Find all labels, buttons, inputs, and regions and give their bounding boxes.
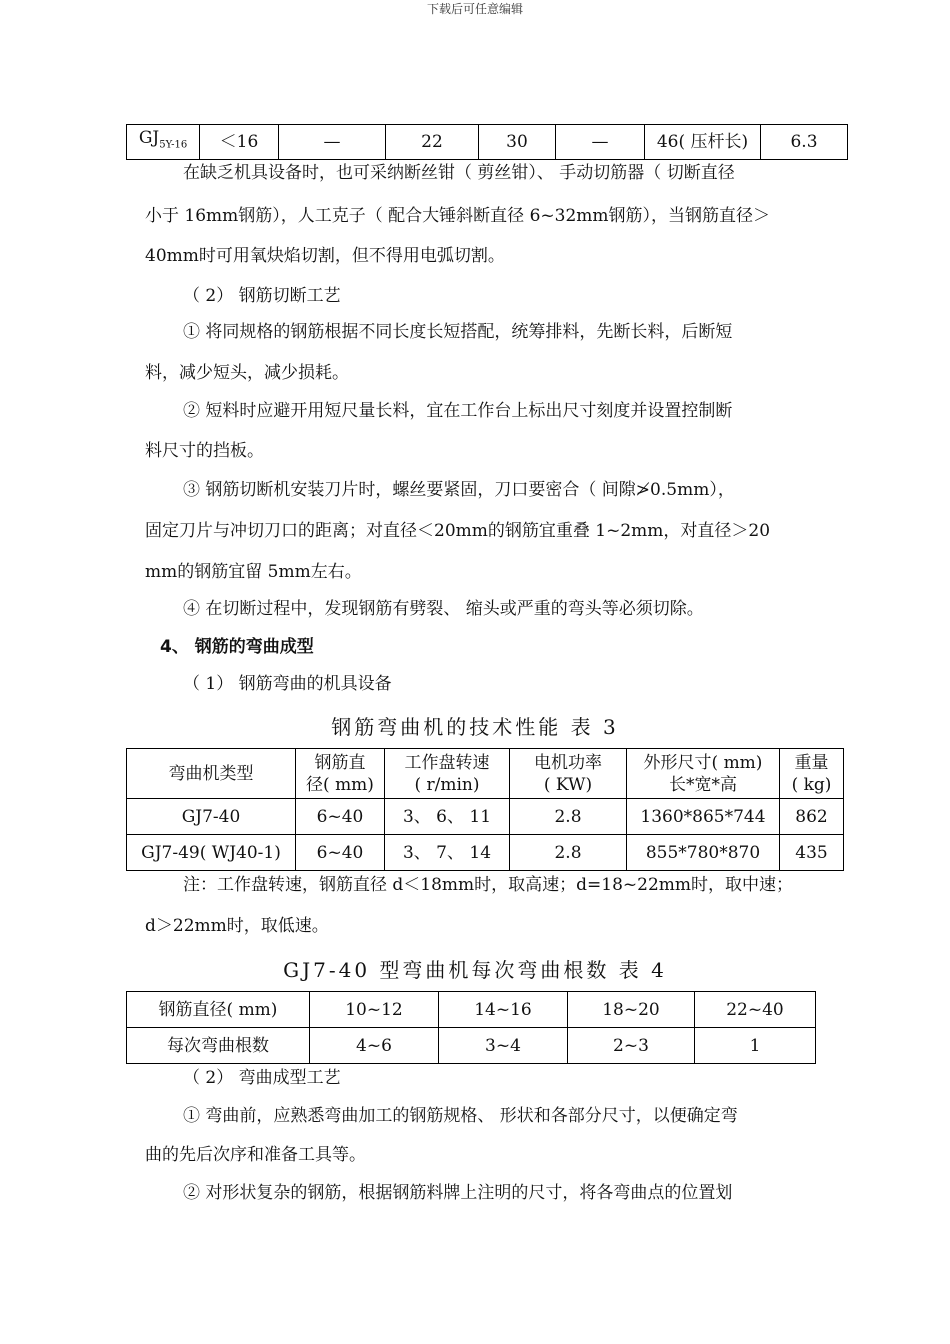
header-text: 外形尺寸( mm) 长*宽*高 <box>643 752 763 795</box>
table-cell: 435 <box>780 835 844 871</box>
table-cell: GJ7-40 <box>127 799 296 835</box>
table4-caption: GJ7-40 型弯曲机每次弯曲根数 表 4 <box>283 958 667 982</box>
note-line: 注：工作盘转速，钢筋直径 d＜18mm时，取高速；d=18~22mm时，取中速； <box>183 875 794 895</box>
table-row <box>127 835 844 871</box>
table-cell: — <box>279 125 386 160</box>
table4 <box>126 991 816 1064</box>
header-text: 弯曲机类型 <box>168 763 254 784</box>
table-header-cell: 22~40 <box>695 992 816 1028</box>
paragraph-line: ① 将同规格的钢筋根据不同长度长短搭配，统筹排料，先断长料，后断短 <box>183 322 733 342</box>
header-text: 工作盘转速 ( r/min) <box>404 752 490 795</box>
table-cell: 6.3 <box>761 125 848 160</box>
table-cell: 3、 7、 14 <box>385 835 510 871</box>
table-header-cell <box>627 749 780 799</box>
paragraph-line: 料尺寸的挡板。 <box>145 441 264 461</box>
table-cell: 30 <box>479 125 556 160</box>
paragraph-line: 曲的先后次序和准备工具等。 <box>145 1145 366 1165</box>
paragraph-line: 40mm时可用氧炔焰切割，但不得用电弧切割。 <box>145 246 505 266</box>
paragraph-line: ③ 钢筋切断机安装刀片时，螺丝要紧固，刀口要密合（ 间隙≯0.5mm）， <box>183 480 735 500</box>
paragraph-line: ① 弯曲前，应熟悉弯曲加工的钢筋规格、 形状和各部分尺寸，以便确定弯 <box>183 1106 738 1126</box>
table-cell: ＜16 <box>200 125 279 160</box>
table-cell: 3~4 <box>439 1028 568 1064</box>
model-text: GJ <box>138 128 160 149</box>
model-subscript: 5Y-16 <box>159 139 188 151</box>
table-header-cell: 18~20 <box>568 992 695 1028</box>
table-cell: 855*780*870 <box>627 835 780 871</box>
header-text: 钢筋直 径( mm) <box>306 752 374 795</box>
table-cell: 1 <box>695 1028 816 1064</box>
section-heading: （ 2） 钢筋切断工艺 <box>183 286 341 306</box>
section-heading: （ 1） 钢筋弯曲的机具设备 <box>183 674 392 694</box>
table-cell: 3、 6、 11 <box>385 799 510 835</box>
section-heading: 4、 钢筋的弯曲成型 <box>160 637 314 657</box>
table-cell: — <box>556 125 645 160</box>
table-cell: 1360*865*744 <box>627 799 780 835</box>
paragraph-line: ② 短料时应避开用短尺量长料，宜在工作台上标出尺寸刻度并设置控制断 <box>183 401 733 421</box>
table3 <box>126 748 844 871</box>
paragraph-line: 小于 16mm钢筋），人工克子（ 配合大锤斜断直径 6~32mm钢筋），当钢筋直径＞ <box>145 206 771 226</box>
table-header-row <box>127 749 844 799</box>
paragraph-line: ② 对形状复杂的钢筋，根据钢筋料牌上注明的尺寸，将各弯曲点的位置划 <box>183 1183 733 1203</box>
header-text: 电机功率 ( KW) <box>534 752 602 795</box>
paragraph-line: ④ 在切断过程中，发现钢筋有劈裂、 缩头或严重的弯头等必须切除。 <box>183 599 704 619</box>
table-header-cell: 14~16 <box>439 992 568 1028</box>
paragraph-line: 固定刀片与冲切刀口的距离；对直径＜20mm的钢筋宜重叠 1~2mm，对直径＞20 <box>145 521 771 541</box>
paragraph-line: 在缺乏机具设备时，也可采纳断丝钳（ 剪丝钳）、 手动切筋器（ 切断直径 <box>183 163 735 183</box>
table-header-cell: 钢筋直径( mm) <box>127 992 310 1028</box>
table-cell: 2~3 <box>568 1028 695 1064</box>
table-header-cell <box>127 749 296 799</box>
note-line: d＞22mm时，取低速。 <box>145 916 329 936</box>
model-cell <box>127 125 200 160</box>
header-text: 重量 ( kg) <box>791 752 832 795</box>
table3-caption: 钢筋弯曲机的技术性能 表 3 <box>331 715 619 739</box>
table-cell: 862 <box>780 799 844 835</box>
table-cell: 22 <box>386 125 479 160</box>
table-cell: 2.8 <box>510 799 627 835</box>
section-heading: （ 2） 弯曲成型工艺 <box>183 1068 341 1088</box>
table-row <box>127 799 844 835</box>
table-header-cell <box>780 749 844 799</box>
table-row <box>127 125 848 160</box>
table-cell: 6~40 <box>296 835 385 871</box>
table-cell: 46( 压杆长) <box>645 125 761 160</box>
table-cell: 每次弯曲根数 <box>127 1028 310 1064</box>
table-header-row <box>127 992 816 1028</box>
page-header: 下载后可任意编辑 <box>426 2 523 16</box>
table-header-cell <box>385 749 510 799</box>
table-header-cell <box>296 749 385 799</box>
table-cell: 2.8 <box>510 835 627 871</box>
table-row <box>127 1028 816 1064</box>
table-header-cell: 10~12 <box>310 992 439 1028</box>
table-cell: GJ7-49( WJ40-1) <box>127 835 296 871</box>
paragraph-line: 料，减少短头，减少损耗。 <box>145 363 349 383</box>
table-header-cell <box>510 749 627 799</box>
table-cell: 4~6 <box>310 1028 439 1064</box>
table-cell: 6~40 <box>296 799 385 835</box>
paragraph-line: mm的钢筋宜留 5mm左右。 <box>145 562 362 582</box>
table-top <box>126 124 848 160</box>
